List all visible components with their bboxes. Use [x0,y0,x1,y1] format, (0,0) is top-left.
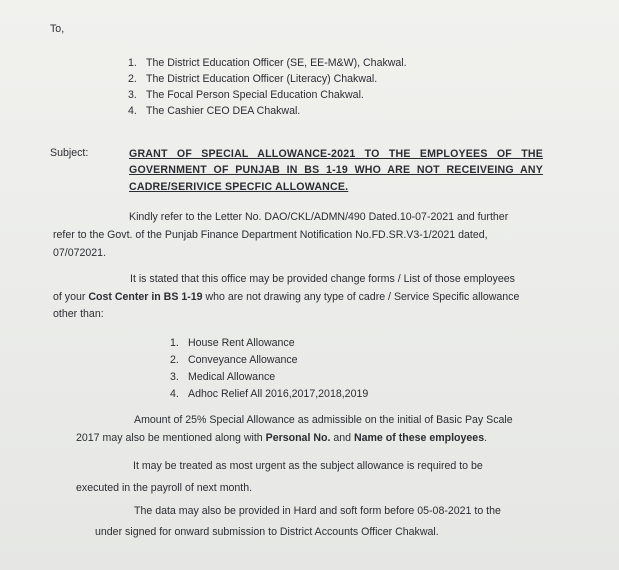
to-label: To, [50,23,65,35]
allowance-text: Adhoc Relief All 2016,2017,2018,2019 [188,388,369,400]
list-number: 2. [128,73,137,85]
paragraph-2-line-3: other than: [53,308,104,320]
paragraph-text: and [330,432,354,444]
paragraph-text: . [484,432,488,444]
recipient-item [128,104,407,120]
paragraph-5-line-1: The data may also be provided in Hard and soft form before 05-08-2021 to the [134,505,501,517]
recipient-item [128,72,407,88]
recipient-text: The Cashier CEO DEA Chakwal. [146,105,301,117]
paragraph-5-line-2: under signed for onward submission to District Accounts Officer Chakwal. [95,526,439,538]
paragraph-4-line-2: executed in the payroll of next month. [76,482,253,494]
list-number: 1. [170,337,179,349]
allowance-item [170,353,368,370]
bold-text: Cost Center in BS 1-19 [88,291,203,303]
subject-line: CADRE/SERIVICE SPECFIC ALLOWANCE. [129,180,349,193]
paragraph-text: who are not drawing any type of cadre / Service Specific allowance [202,291,520,303]
paragraph-4-line-1: It may be treated as most urgent as the subject allowance is required to be [133,460,483,472]
recipient-text: The District Education Officer (SE, EE-M&W), Chakwal. [146,57,407,69]
allowance-text: Medical Allowance [188,371,276,383]
recipient-text: The Focal Person Special Education Chakwal. [146,89,364,101]
allowance-item [170,387,368,404]
recipient-item [128,56,407,72]
allowance-text: Conveyance Allowance [188,354,298,366]
list-number: 1. [128,57,137,69]
subject-line: GOVERNMENT OF PUNJAB IN BS 1-19 WHO ARE NOT RECEIVEING ANY [129,164,543,177]
recipient-text: The District Education Officer (Literacy) Chakwal. [146,73,378,85]
list-number: 4. [128,105,137,117]
bold-text: Name of these employees [353,432,485,444]
paragraph-2-line-1: It is stated that this office may be provided change forms / List of those employees [130,273,515,285]
list-number: 3. [128,89,137,101]
list-number: 4. [170,388,179,400]
subject-label: Subject: [50,147,89,159]
allowance-text: House Rent Allowance [188,337,295,349]
allowance-item [170,336,368,353]
paragraph-1-line-3: 07/072021. [53,247,107,259]
paragraph-text: of your [53,291,89,303]
subject-heading [129,146,543,195]
paragraph-2-line-2 [53,290,519,306]
paragraph-3-line-2 [76,431,487,447]
paragraph-3-line-1: Amount of 25% Special Allowance as admissible on the initial of Basic Pay Scale [134,414,513,426]
subject-line: GRANT OF SPECIAL ALLOWANCE-2021 TO THE EMPLOYEES OF THE [129,148,543,160]
recipient-list [128,56,407,120]
paragraph-text: 2017 may also be mentioned along with [76,432,266,444]
allowance-list [170,336,368,404]
list-number: 3. [170,371,179,383]
paragraph-1-line-2: refer to the Govt. of the Punjab Finance Department Notification No.FD.SR.V3-1/2021 dated, [53,229,488,241]
bold-text: Personal No. [265,432,331,444]
recipient-item [128,88,407,104]
paragraph-1-line-1: Kindly refer to the Letter No. DAO/CKL/ADMN/490 Dated.10-07-2021 and further [129,211,509,223]
allowance-item [170,370,368,387]
list-number: 2. [170,354,179,366]
